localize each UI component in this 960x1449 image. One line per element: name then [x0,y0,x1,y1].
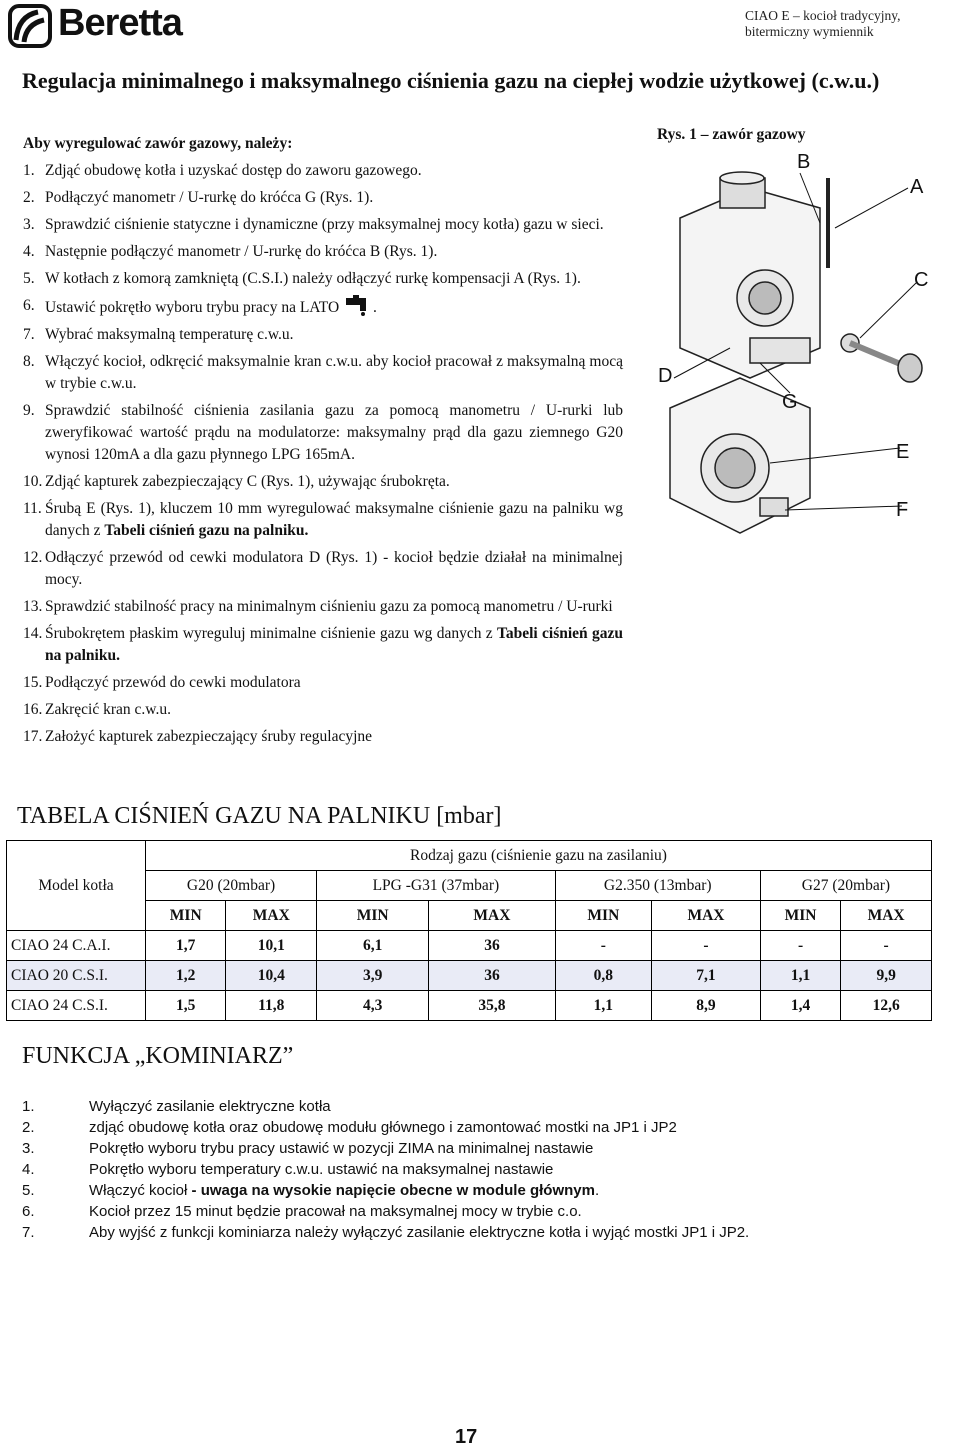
max-header: MAX [429,901,555,931]
step-item: 3. Sprawdzić ciśnienie statyczne i dynamiczne (przy maksymalnej mocy kotła) gazu w sieci. [23,216,604,233]
label-b: B [797,151,811,173]
summer-tap-icon [343,295,373,317]
step-item: 17. Założyć kapturek zabezpieczający śruby regulacyjne [23,728,373,745]
value-cell: 0,8 [555,961,651,991]
steps-list [23,160,623,753]
value-cell: 1,4 [760,991,840,1021]
brand-name: Beretta [58,2,182,44]
table-header-row [7,871,932,901]
gas-valve-figure [640,148,955,538]
value-cell: 9,9 [841,961,932,991]
list-item: 2. zdjąć obudowę kotła oraz obudowę modułu głównego i zamontować mostki na JP1 i JP2 [22,1119,677,1136]
step-item: 12. Odłączyć przewód od cewki modulatora D (Rys. 1) - kocioł będzie działał na minimalnej mocy. [23,549,623,588]
gas-header: G27 (20mbar) [760,871,931,901]
table-header-row [7,841,932,871]
model-cell: CIAO 20 C.S.I. [7,961,146,991]
step-item: 5. W kotłach z komorą zamkniętą (C.S.I.) należy odłączyć rurkę kompensacji A (Rys. 1). [23,270,581,287]
step-item: 15. Podłączyć przewód do cewki modulatora [23,674,301,691]
figure-title: Rys. 1 – zawór gazowy [657,126,806,143]
beretta-logo-icon [8,4,52,48]
model-header: Model kotła [7,841,146,931]
step-item: 9. Sprawdzić stabilność ciśnienia zasilania gazu za pomocą manometru / U-rurki lub zweryfikować wartość prądu na modulatorze: maksymalny prąd dla gazu ziemnego G20 wynosi 120mA a dla gazu płynnego LPG 165mA. [23,402,623,463]
value-cell: 1,7 [146,931,226,961]
step-item: 16. Zakręcić kran c.w.u. [23,701,171,718]
step-item: 6. Ustawić pokrętło wyboru trybu pracy na LATO . [23,297,377,316]
label-c: C [914,269,929,291]
min-header: MIN [146,901,226,931]
page-number: 17 [455,1426,478,1448]
label-a: A [910,176,924,198]
step-item: 11. Śrubą E (Rys. 1), kluczem 10 mm wyregulować maksymalne ciśnienie gazu na palniku wg danych z Tabeli ciśnień gazu na palniku. [23,500,623,539]
label-d: D [658,365,673,387]
value-cell: 1,2 [146,961,226,991]
value-cell: 12,6 [841,991,932,1021]
list-item: 6. Kocioł przez 15 minut będzie pracował na maksymalnej mocy w trybie c.o. [22,1203,582,1220]
gas-group-header: Rodzaj gazu (ciśnienie gazu na zasilaniu) [146,841,932,871]
table-row [7,991,932,1021]
value-cell: 8,9 [652,991,761,1021]
intro-text: Aby wyregulować zawór gazowy, należy: [23,135,293,152]
list-item: 4. Pokrętło wyboru temperatury c.w.u. ustawić na maksymalnej nastawie [22,1161,554,1178]
max-header: MAX [841,901,932,931]
step-item: 8. Włączyć kocioł, odkręcić maksymalnie kran c.w.u. aby kocioł pracował z maksymalną mocą w trybie c.w.u. [23,353,623,392]
value-cell: 4,3 [317,991,429,1021]
value-cell: 36 [429,931,555,961]
value-cell: 11,8 [226,991,317,1021]
gas-header: LPG -G31 (37mbar) [317,871,556,901]
gas-header: G2.350 (13mbar) [555,871,760,901]
min-header: MIN [555,901,651,931]
page-title: Regulacja minimalnego i maksymalnego ciśnienia gazu na ciepłej wodzie użytkowej (c.w.u.) [22,68,880,93]
step-item: 4. Następnie podłączyć manometr / U-rurkę do króćca B (Rys. 1). [23,243,438,260]
value-cell: 10,1 [226,931,317,961]
gas-pressure-table [6,840,932,1021]
chimney-sweep-title: FUNKCJA „KOMINIARZ” [22,1043,294,1069]
value-cell: 36 [429,961,555,991]
value-cell: 1,1 [555,991,651,1021]
step-item: 13. Sprawdzić stabilność pracy na minimalnym ciśnieniu gazu za pomocą manometru / U-rurki [23,598,613,615]
max-header: MAX [652,901,761,931]
model-cell: CIAO 24 C.S.I. [7,991,146,1021]
step-item: 2. Podłączyć manometr / U-rurkę do króćca G (Rys. 1). [23,189,374,206]
value-cell: - [555,931,651,961]
list-item: 7. Aby wyjść z funkcji kominiarza należy wyłączyć zasilanie elektryczne kotła i wyjąć mostki JP1 i JP2. [22,1224,750,1241]
list-item: 1. Wyłączyć zasilanie elektryczne kotła [22,1098,331,1115]
value-cell: 10,4 [226,961,317,991]
value-cell: - [652,931,761,961]
list-item: 5. Włączyć kocioł - uwaga na wysokie napięcie obecne w module głównym. [22,1182,600,1199]
value-cell: 7,1 [652,961,761,991]
value-cell: 1,1 [760,961,840,991]
table-row [7,961,932,991]
step-item: 14. Śrubokrętem płaskim wyreguluj minimalne ciśnienie gazu wg danych z Tabeli ciśnień gazu na palniku. [23,625,623,664]
list-item: 3. Pokrętło wyboru trybu pracy ustawić w pozycji ZIMA na minimalnej nastawie [22,1140,594,1157]
step-item: 7. Wybrać maksymalną temperaturę c.w.u. [23,326,294,343]
max-header: MAX [226,901,317,931]
value-cell: - [760,931,840,961]
gas-header: G20 (20mbar) [146,871,317,901]
valve-body-top [680,172,922,382]
model-cell: CIAO 24 C.A.I. [7,931,146,961]
document-subtitle [745,8,955,40]
min-header: MIN [760,901,840,931]
value-cell: 35,8 [429,991,555,1021]
value-cell: 1,5 [146,991,226,1021]
min-header: MIN [317,901,429,931]
label-g: G [782,391,798,413]
value-cell: 3,9 [317,961,429,991]
subtitle-line-2: bitermiczny wymiennik [745,24,874,39]
chimney-sweep-list [22,1096,922,1243]
subtitle-line-1: CIAO E – kocioł tradycyjny, [745,8,901,23]
table-header-row [7,901,932,931]
step-item: 10. Zdjąć kapturek zabezpieczający C (Rys. 1), używając śrubokręta. [23,473,450,490]
step-item: 1. Zdjąć obudowę kotła i uzyskać dostęp do zaworu gazowego. [23,162,422,179]
label-e: E [896,441,910,463]
table-title: TABELA CIŚNIEŃ GAZU NA PALNIKU [mbar] [17,803,502,829]
table-row [7,931,932,961]
value-cell: - [841,931,932,961]
beretta-logo [8,4,198,48]
label-f: F [896,499,909,521]
value-cell: 6,1 [317,931,429,961]
